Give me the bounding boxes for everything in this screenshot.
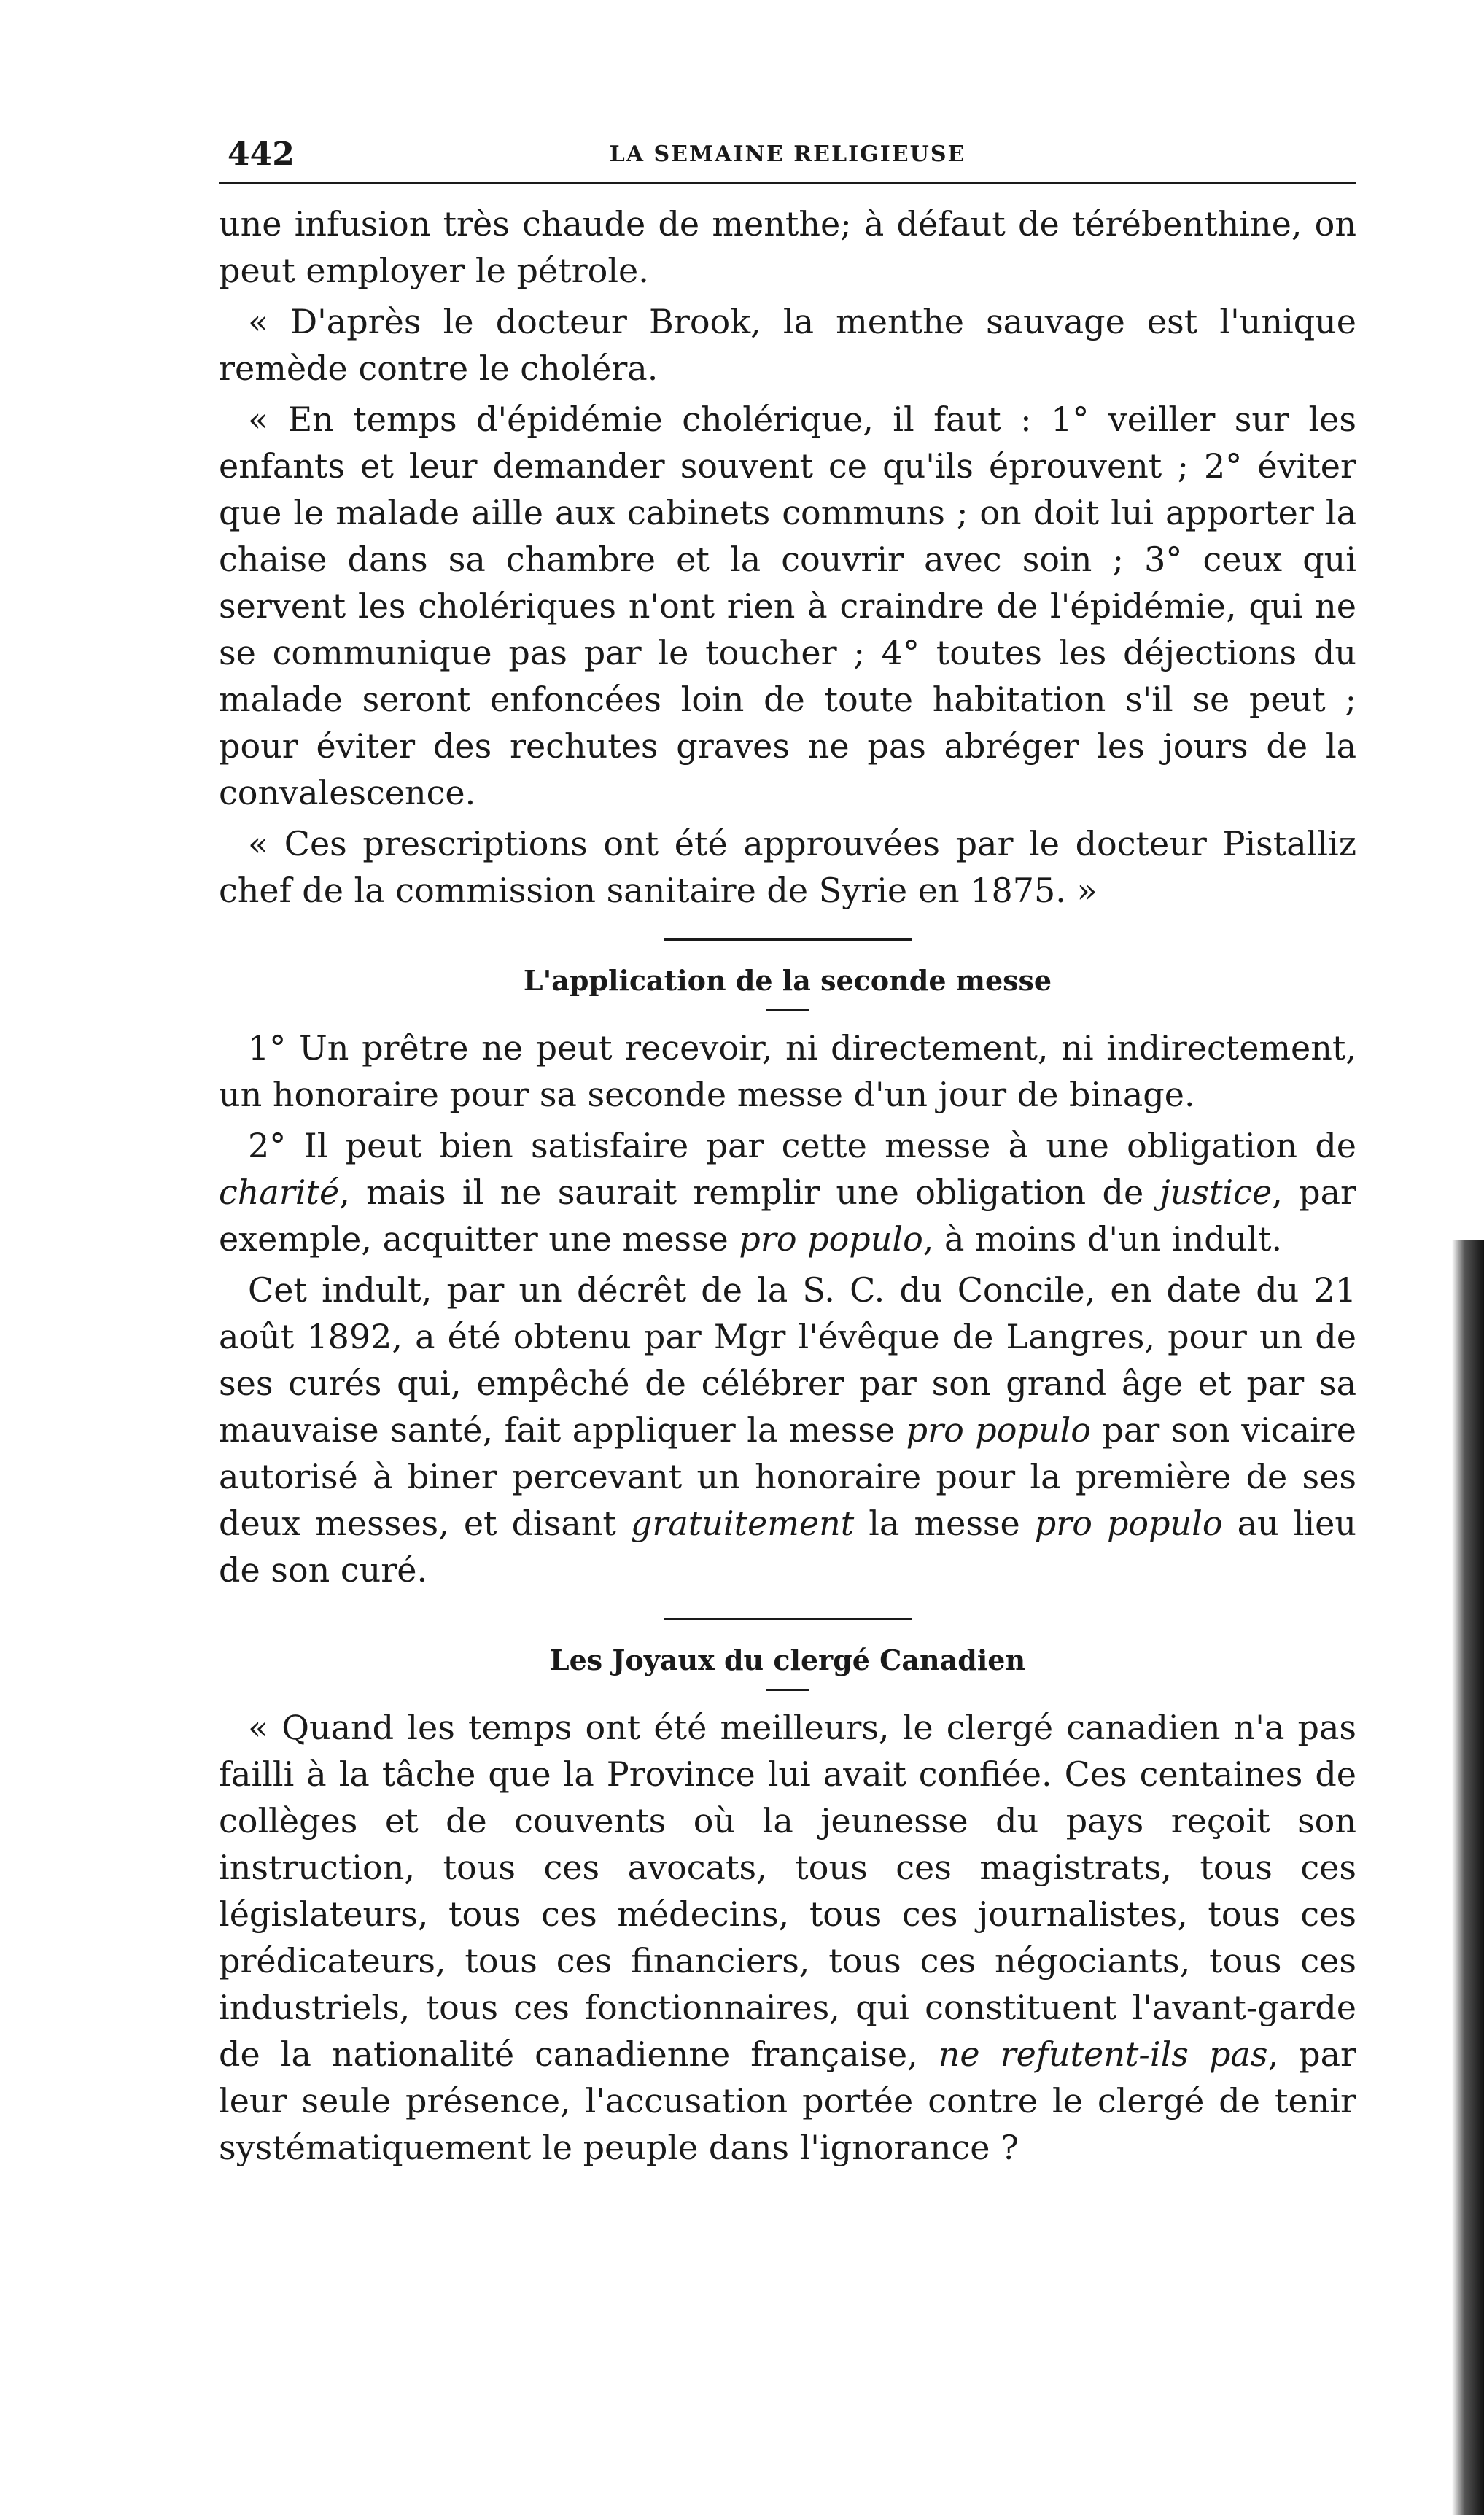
italic-charite: charité [219, 1173, 340, 1212]
section-divider [664, 938, 912, 941]
binage-paragraph-1: 1° Un prêtre ne peut recevoir, ni directement, ni indirectement, un honoraire pour sa seconde messe d'un jour de binage. [219, 1028, 1356, 1114]
section-title-binage: L'application de la seconde messe [523, 964, 1052, 997]
joyaux-paragraph-1: « Quand les temps ont été meilleurs, le clergé canadien n'a pas failli à la tâche que la Province lui avait confiée. Ces centaines de collèges et de couvents où la jeunesse du pays reçoit son instruction, tous ces avocats, tous ces magistrats, tous ces législateurs, tous ces médecins, tous ces journalistes, tous ces prédicateurs, tous ces financiers, tous ces négociants, tous ces industriels, tous ces fonctionnaires, qui constituent l'avant-garde de la nationalité canadienne française, ne refutent-ils pas, par leur seule présence, l'accusation portée contre le clergé de tenir systématiquement le peuple dans l'ignorance ? [219, 1708, 1356, 2167]
book-page [219, 131, 1356, 2171]
italic-pro-populo: pro populo [739, 1219, 923, 1259]
section-title-joyaux: Les Joyaux du clergé Canadien [549, 1644, 1026, 1676]
italic-pro-populo: pro populo [1034, 1504, 1223, 1543]
intro-paragraph-2: « D'après le docteur Brook, la menthe sauvage est l'unique remède contre le choléra. [219, 302, 1356, 388]
intro-paragraph-3: « En temps d'épidémie cholérique, il faut : 1° veiller sur les enfants et leur demander souvent ce qu'ils éprouvent ; 2° éviter que le malade aille aux cabinets communs ; on doit lui apporter la chaise dans sa chambre et la couvrir avec soin ; 3° ceux qui servent les cholériques n'ont rien à craindre de l'épidémie, qui ne se communique pas par le toucher ; 4° toutes les déjections du malade seront enfoncées loin de toute habitation s'il se peut ; pour éviter des rechutes graves ne pas abréger les jours de la convalescence. [219, 400, 1356, 812]
binage-paragraph-2: 2° Il peut bien satisfaire par cette messe à une obligation de charité, mais il ne saurait remplir une obligation de justice, par exemple, acquitter une messe pro populo, à moins d'un indult. [219, 1126, 1356, 1259]
italic-ne-refutent: ne refutent-ils pas [938, 2034, 1268, 2074]
title-dash [766, 1689, 809, 1691]
intro-paragraph-1: une infusion très chaude de menthe; à défaut de térébenthine, on peut employer le pétrole. [219, 204, 1356, 290]
italic-justice: justice [1159, 1173, 1273, 1212]
page-number: 442 [228, 136, 295, 173]
italic-pro-populo: pro populo [906, 1410, 1091, 1450]
intro-paragraph-4: « Ces prescriptions ont été approuvées par le docteur Pistalliz chef de la commission sanitaire de Syrie en 1875. » [219, 824, 1356, 910]
running-head [219, 131, 1356, 184]
scan-edge-shadow [1452, 1240, 1484, 2515]
title-dash [766, 1009, 809, 1011]
journal-title: LA SEMAINE RELIGIEUSE [609, 141, 966, 167]
section-divider [664, 1618, 912, 1620]
binage-paragraph-3: Cet indult, par un décrêt de la S. C. du Concile, en date du 21 août 1892, a été obtenu par Mgr l'évêque de Langres, pour un de ses curés qui, empêché de célébrer par son grand âge et par sa mauvaise santé, fait appliquer la messe pro populo par son vicaire autorisé à biner percevant un honoraire pour la première de ses deux messes, et disant gratuitement la messe pro populo au lieu de son curé. [219, 1270, 1357, 1590]
italic-gratuitement: gratuitement [630, 1504, 855, 1543]
